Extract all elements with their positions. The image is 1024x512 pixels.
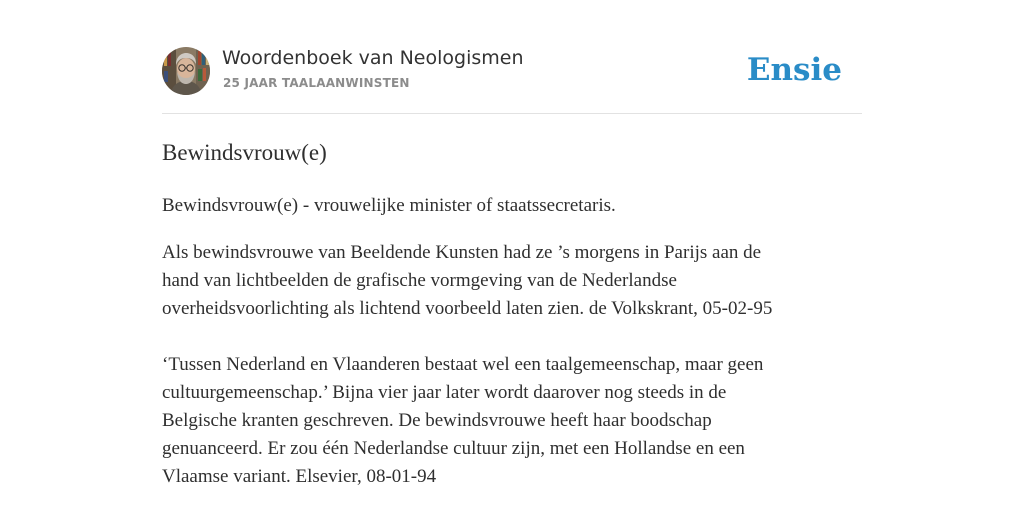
example-line: hand van lichtbeelden de grafische vormgeving van de Nederlandse xyxy=(162,270,677,291)
example-line: Belgische kranten geschreven. De bewindsvrouwe heeft haar boodschap xyxy=(162,410,712,431)
header-divider xyxy=(162,113,862,114)
ensie-logo[interactable]: Ensie xyxy=(746,52,842,88)
entry-content xyxy=(162,138,862,491)
author-name[interactable]: Woordenboek van Neologismen xyxy=(222,47,524,69)
example-line: Als bewindsvrouwe van Beeldende Kunsten had ze ’s morgens in Parijs aan de xyxy=(162,242,762,263)
example-line: cultuurgemeenschap.’ Bijna vier jaar later wordt daarover nog steeds in de xyxy=(162,382,727,403)
example-line: overheidsvoorlichting als lichtend voorbeeld laten zien. de Volkskrant, 05-02-95 xyxy=(162,298,773,319)
author-avatar[interactable] xyxy=(162,47,210,95)
example-line: Vlaamse variant. Elsevier, 08-01-94 xyxy=(162,466,437,487)
author-subtitle: 25 JAAR TAALAANWINSTEN xyxy=(223,76,410,90)
entry-title: Bewindsvrouw(e) xyxy=(162,140,327,165)
entry-example xyxy=(162,239,862,491)
example-line: genuanceerd. Er zou één Nederlandse cultuur zijn, met een Hollandse en een xyxy=(162,438,745,459)
avatar-portrait-icon xyxy=(162,47,210,95)
header xyxy=(162,46,862,96)
entry-definition: Bewindsvrouw(e) - vrouwelijke minister of staatssecretaris. xyxy=(162,195,616,216)
paragraph-gap xyxy=(162,323,862,351)
example-line: ‘Tussen Nederland en Vlaanderen bestaat wel een taalgemeenschap, maar geen xyxy=(162,354,764,375)
